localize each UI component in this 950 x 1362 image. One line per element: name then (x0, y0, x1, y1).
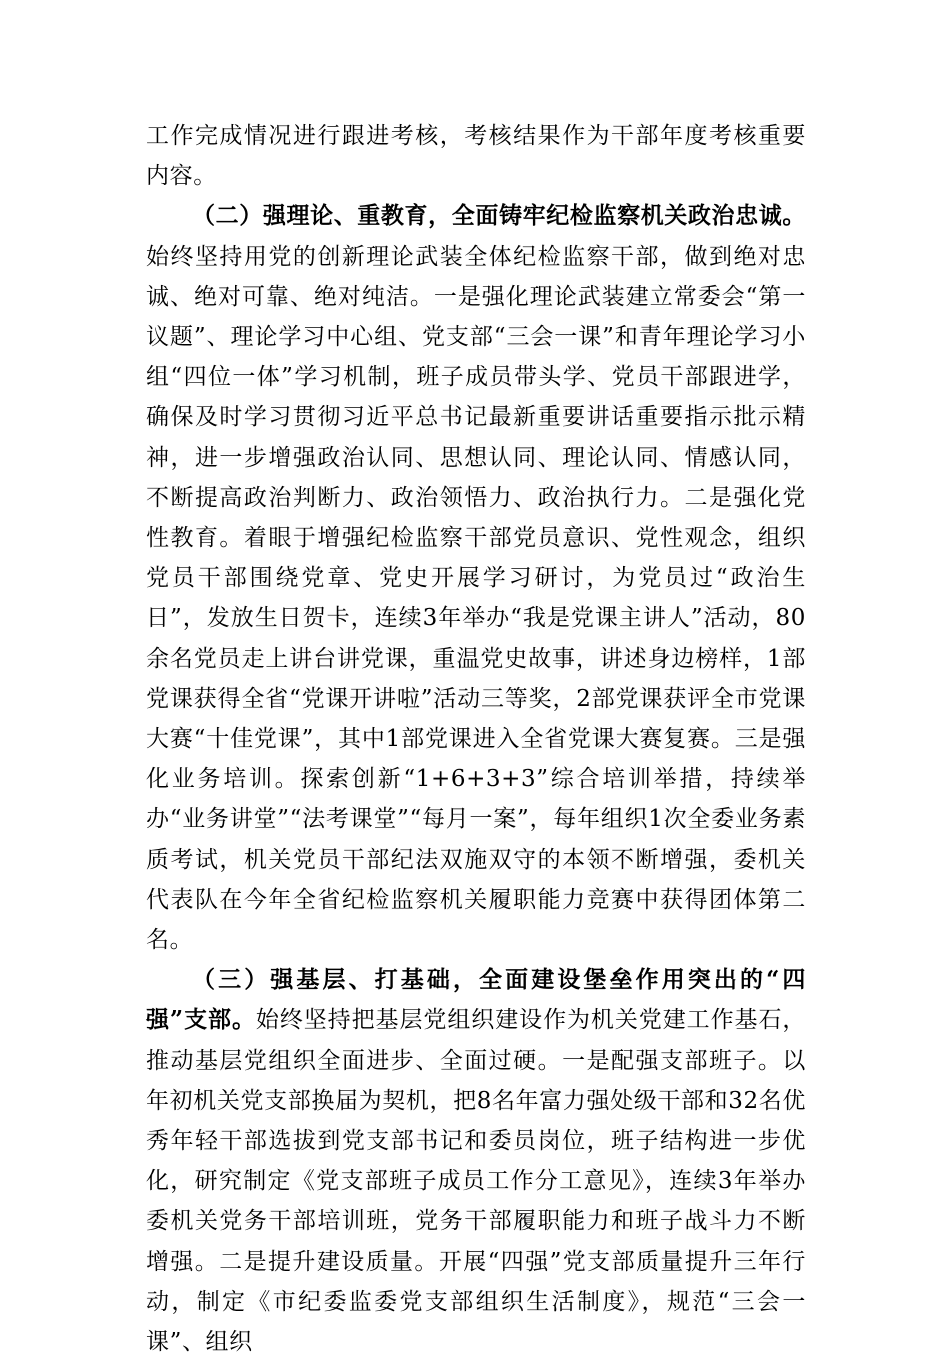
paragraph-text: 始终坚持把基层党组织建设作为机关党建工作基石，推动基层党组织全面进步、全面过硬。一是配强支部班子。以年初机关党支部换届为契机，把8名年富力强处级干部和32名优秀年轻干部选拔到党支部书记和委员岗位，班子结构进一步优化，研究制定《党支部班子成员工作分工意见》，连续3年举办委机关党务干部培训班，党务干部履职能力和班子战斗力不断增强。二是提升建设质量。开展“四强”党支部质量提升三年行动，制定《市纪委监委党支部组织生活制度》，规范“三会一课”、组织 (146, 1007, 806, 1356)
paragraph-text: 始终坚持用党的创新理论武装全体纪检监察干部，做到绝对忠诚、绝对可靠、绝对纯洁。一是强化理论武装建立常委会“第一议题”、理论学习中心组、党支部“三会一课”和青年理论学习小组“四位一体”学习机制，班子成员带头学、党员干部跟进学，确保及时学习贯彻习近平总书记最新重要讲话重要指示批示精神，进一步增强政治认同、思想认同、理论认同、情感认同，不断提高政治判断力、政治领悟力、政治执行力。二是强化党性教育。着眼于增强纪检监察干部党员意识、党性观念，组织党员干部围绕党章、党史开展学习研讨，为党员过“政治生日”，发放生日贺卡，连续3年举办“我是党课主讲人”活动，80余名党员走上讲台讲党课，重温党史故事，讲述身边榜样，1部党课获得全省“党课开讲啦”活动三等奖，2部党课获评全市党课大赛“十佳党课”，其中1部党课进入全省党课大赛复赛。三是强化业务培训。探索创新“1+6+3+3”综合培训举措，持续举办“业务讲堂”“法考课堂”“每月一案”，每年组织1次全委业务素质考试，机关党员干部纪法双施双守的本领不断增强，委机关代表队在今年全省纪检监察机关履职能力竞赛中获得团体第二名。 (146, 243, 806, 954)
section-heading: （二）强理论、重教育，全面铸牢纪检监察机关政治忠诚。 (192, 202, 806, 230)
paragraph-section-two (146, 196, 806, 960)
paragraph-text: 工作完成情况进行跟进考核，考核结果作为干部年度考核重要内容。 (146, 123, 806, 190)
paragraph-section-three (146, 960, 806, 1362)
paragraph-continuation (146, 116, 806, 196)
section-heading: （三）强基层、打基础，全面建设堡垒作用突出的“四强”支部。 (146, 966, 806, 1034)
document-page (146, 116, 806, 1362)
